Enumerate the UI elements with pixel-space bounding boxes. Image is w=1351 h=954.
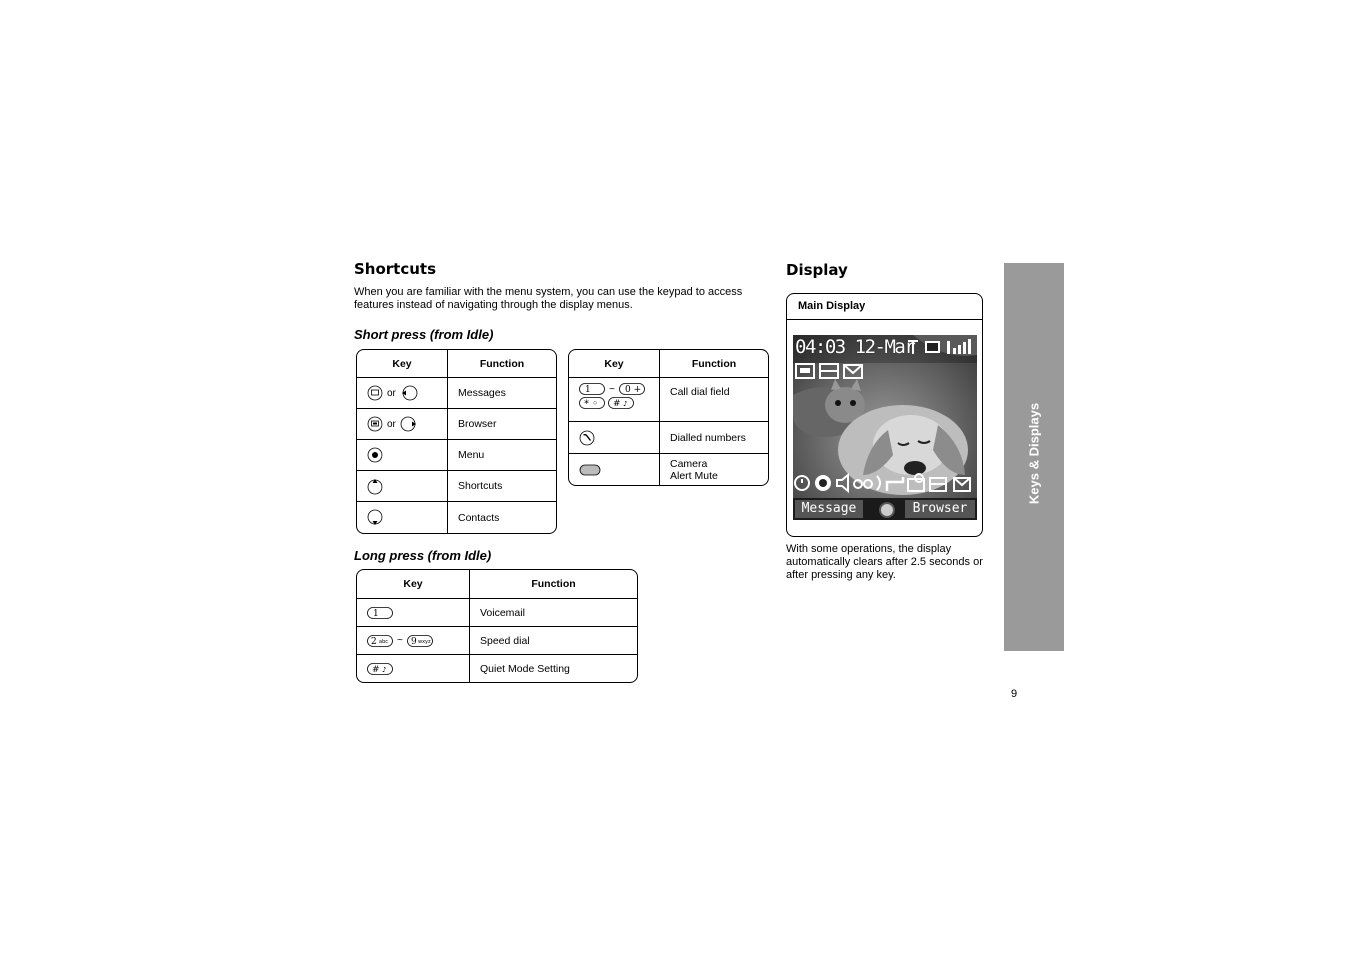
- signal-icon: [947, 339, 971, 354]
- status-icons: [907, 338, 977, 356]
- short-press-table-left: [356, 349, 557, 534]
- key-9-icon: [407, 635, 433, 647]
- key-cell: [357, 471, 448, 502]
- table-row: [357, 409, 556, 440]
- svg-text:* ◦: * ◦: [584, 398, 599, 410]
- alarm-icon: [795, 476, 809, 490]
- nav-down-icon: [367, 509, 383, 527]
- call-divert-icon: [887, 477, 903, 491]
- message-sent-icon: [908, 474, 924, 491]
- vibrate-icon: [877, 476, 880, 490]
- function-cell: Quiet Mode Setting: [480, 662, 570, 675]
- table-row: [569, 378, 768, 422]
- inbox-icon: [930, 478, 946, 491]
- phone-screen: [793, 335, 977, 520]
- long-press-table: [356, 569, 638, 683]
- table-row: [357, 502, 556, 533]
- key-0-icon: [619, 383, 645, 395]
- table-row: [569, 422, 768, 454]
- key-cell: [357, 655, 470, 682]
- left-softkey-label[interactable]: Message: [795, 500, 863, 518]
- indicator-icons: [793, 473, 977, 493]
- table-row: [569, 454, 768, 485]
- tilde-text: ~: [397, 635, 403, 647]
- short-press-table-right: [568, 349, 769, 486]
- softkey-bar: [793, 498, 977, 520]
- right-softkey-label[interactable]: Browser: [905, 500, 975, 518]
- antenna-icon: [908, 340, 918, 354]
- nav-left-icon: [400, 385, 418, 401]
- display-note: With some operations, the display automatically clears after 2.5 seconds or after pressing any key.: [786, 543, 983, 581]
- table-row: [357, 655, 637, 682]
- speaker-icon: [837, 475, 848, 491]
- display-title: Display: [786, 261, 848, 279]
- svg-text:2: 2: [371, 636, 377, 647]
- svg-text:9: 9: [410, 636, 417, 647]
- main-display-label: Main Display: [787, 294, 982, 320]
- function-cell: Speed dial: [470, 627, 637, 655]
- key-cell: [569, 378, 660, 422]
- key-cell: [357, 627, 470, 655]
- key-header: Key: [357, 570, 470, 599]
- voicemail-icon: [854, 480, 872, 488]
- function-cell: [660, 454, 768, 485]
- function-cell: Shortcuts: [448, 471, 556, 502]
- function-header: Function: [660, 350, 768, 378]
- function-cell: Contacts: [458, 511, 500, 524]
- key-cell: [357, 599, 470, 627]
- center-select-icon: [367, 447, 383, 463]
- key-cell: [357, 378, 448, 409]
- function-line: Camera: [670, 457, 708, 470]
- key-header: Key: [357, 350, 448, 378]
- key-2-icon: [367, 635, 393, 647]
- right-softkey-icon: [367, 416, 383, 432]
- bluetooth-icon: [815, 475, 831, 491]
- function-cell: Call dial field: [660, 378, 768, 422]
- svg-text:1: 1: [373, 608, 379, 619]
- or-text: or: [387, 418, 396, 430]
- function-cell: Voicemail: [470, 599, 637, 627]
- date-text: 12-Mar: [854, 336, 915, 358]
- key-cell: [357, 409, 448, 440]
- time-text: 04:03: [795, 336, 845, 358]
- long-press-heading: Long press (from Idle): [354, 548, 492, 563]
- short-press-heading: Short press (from Idle): [354, 327, 494, 342]
- table-row: [357, 599, 637, 627]
- svg-text:#: #: [372, 664, 380, 675]
- send-key-icon: [579, 430, 595, 446]
- key-cell: [569, 454, 660, 485]
- key-1-icon: [367, 607, 393, 619]
- key-header: Key: [569, 350, 660, 378]
- car-icon: [796, 364, 814, 378]
- table-row: [357, 440, 556, 471]
- or-text: or: [387, 387, 396, 399]
- svg-text:1: 1: [585, 385, 591, 396]
- status-icons-row2: [795, 362, 865, 380]
- key-star-icon: [579, 397, 605, 409]
- key-cell: [569, 422, 660, 454]
- function-cell: Messages: [448, 378, 556, 409]
- table-row: [357, 471, 556, 502]
- tilde-text: ~: [609, 383, 615, 395]
- function-cell: Dialled numbers: [660, 422, 768, 454]
- svg-text:#: #: [612, 399, 621, 410]
- key-hash-icon: [367, 663, 393, 675]
- function-header: Function: [448, 350, 556, 378]
- shortcuts-title: Shortcuts: [354, 260, 437, 278]
- envelope-icon: [954, 478, 970, 491]
- section-tab: [1004, 263, 1064, 651]
- inbox-icon: [820, 364, 838, 378]
- envelope-icon: [844, 365, 862, 378]
- table-row: [357, 627, 637, 655]
- function-line: Alert Mute: [670, 469, 718, 482]
- key-1-icon: [579, 383, 605, 395]
- left-softkey-icon: [367, 385, 383, 401]
- battery-icon: [925, 341, 940, 353]
- main-display-box: [786, 293, 983, 537]
- function-header: Function: [470, 570, 637, 599]
- svg-text:0 +: 0 +: [624, 385, 641, 396]
- svg-text:wxyz: wxyz: [417, 638, 431, 645]
- nav-right-icon: [400, 416, 418, 432]
- page-number: 9: [1011, 688, 1018, 700]
- side-key-icon: [579, 464, 601, 476]
- clock-text: [795, 336, 914, 358]
- key-cell: [357, 502, 448, 533]
- svg-text:♪: ♪: [382, 665, 387, 674]
- svg-text:abc: abc: [379, 638, 388, 645]
- key-cell: [357, 440, 448, 471]
- nav-up-icon: [367, 477, 383, 495]
- function-cell: Menu: [448, 440, 556, 471]
- shortcuts-intro: When you are familiar with the menu system, you can use the keypad to access features instead of navigating through the display menus.: [354, 286, 743, 311]
- table-row: [357, 378, 556, 409]
- center-key-indicator: [879, 502, 895, 518]
- svg-text:♪: ♪: [622, 400, 628, 409]
- function-cell: Browser: [448, 409, 556, 440]
- key-hash-icon: [608, 397, 634, 409]
- section-tab-label: Keys & Displays: [1026, 402, 1042, 505]
